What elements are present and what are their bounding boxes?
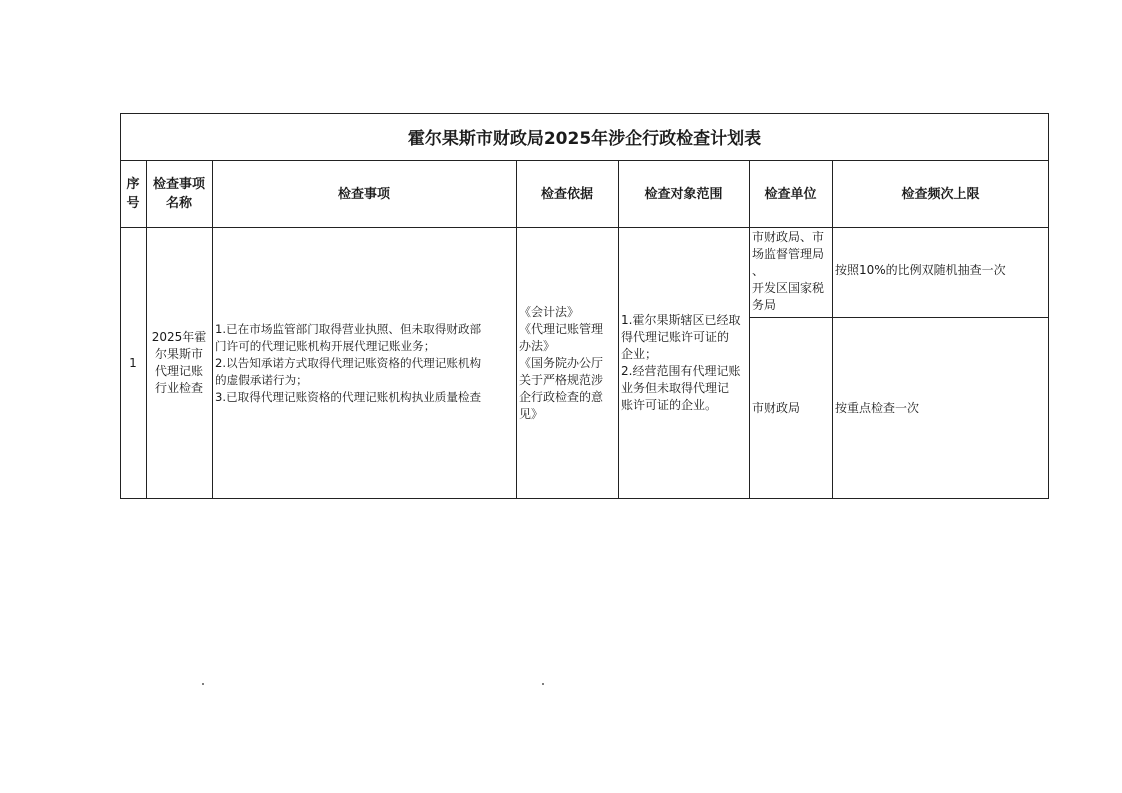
header-basis: 检查依据: [540, 186, 593, 202]
header-item-name: 检查事项 名称: [152, 177, 205, 211]
header-item: 检查事项: [337, 186, 390, 202]
scan-speck: [542, 683, 544, 685]
row-items: 1.已在市场监管部门取得营业执照、但未取得财政部 门许可的代理记账机构开展代理记账业务； 2.以告知承诺方式取得代理记账资格的代理记账机构 的虚假承诺行为； 3.已取得代理记账资格的代理记账机构执业质量检查: [215, 321, 482, 404]
row-frequency-b: 按重点检查一次: [835, 400, 920, 415]
header-scope: 检查对象范围: [644, 186, 723, 202]
row-seq: 1: [129, 355, 137, 370]
header-unit: 检查单位: [764, 186, 817, 202]
row-unit-a: 市财政局、市 场监督管理局 、 开发区国家税 务局: [752, 230, 825, 312]
inspection-plan-table: [120, 113, 1049, 499]
table-title: 霍尔果斯市财政局2025年涉企行政检查计划表: [120, 113, 1049, 161]
row-scope: 1.霍尔果斯辖区已经取 得代理记账许可证的 企业； 2.经营范围有代理记账 业务但未取得代理记 账许可证的企业。: [621, 313, 741, 412]
scan-speck: [202, 683, 204, 685]
row-unit-b: 市财政局: [752, 400, 801, 415]
row-item-name: 2025年霍 尔果斯市 代理记账 行业检查: [151, 330, 207, 395]
row-frequency-a: 按照10%的比例双随机抽查一次: [835, 263, 1006, 277]
row-basis: 《会计法》 《代理记账管理 办法》 《国务院办公厅 关于严格规范涉 企行政检查的意 见》: [519, 304, 604, 421]
header-frequency: 检查频次上限: [901, 186, 980, 202]
header-seq: 序 号: [126, 177, 140, 211]
